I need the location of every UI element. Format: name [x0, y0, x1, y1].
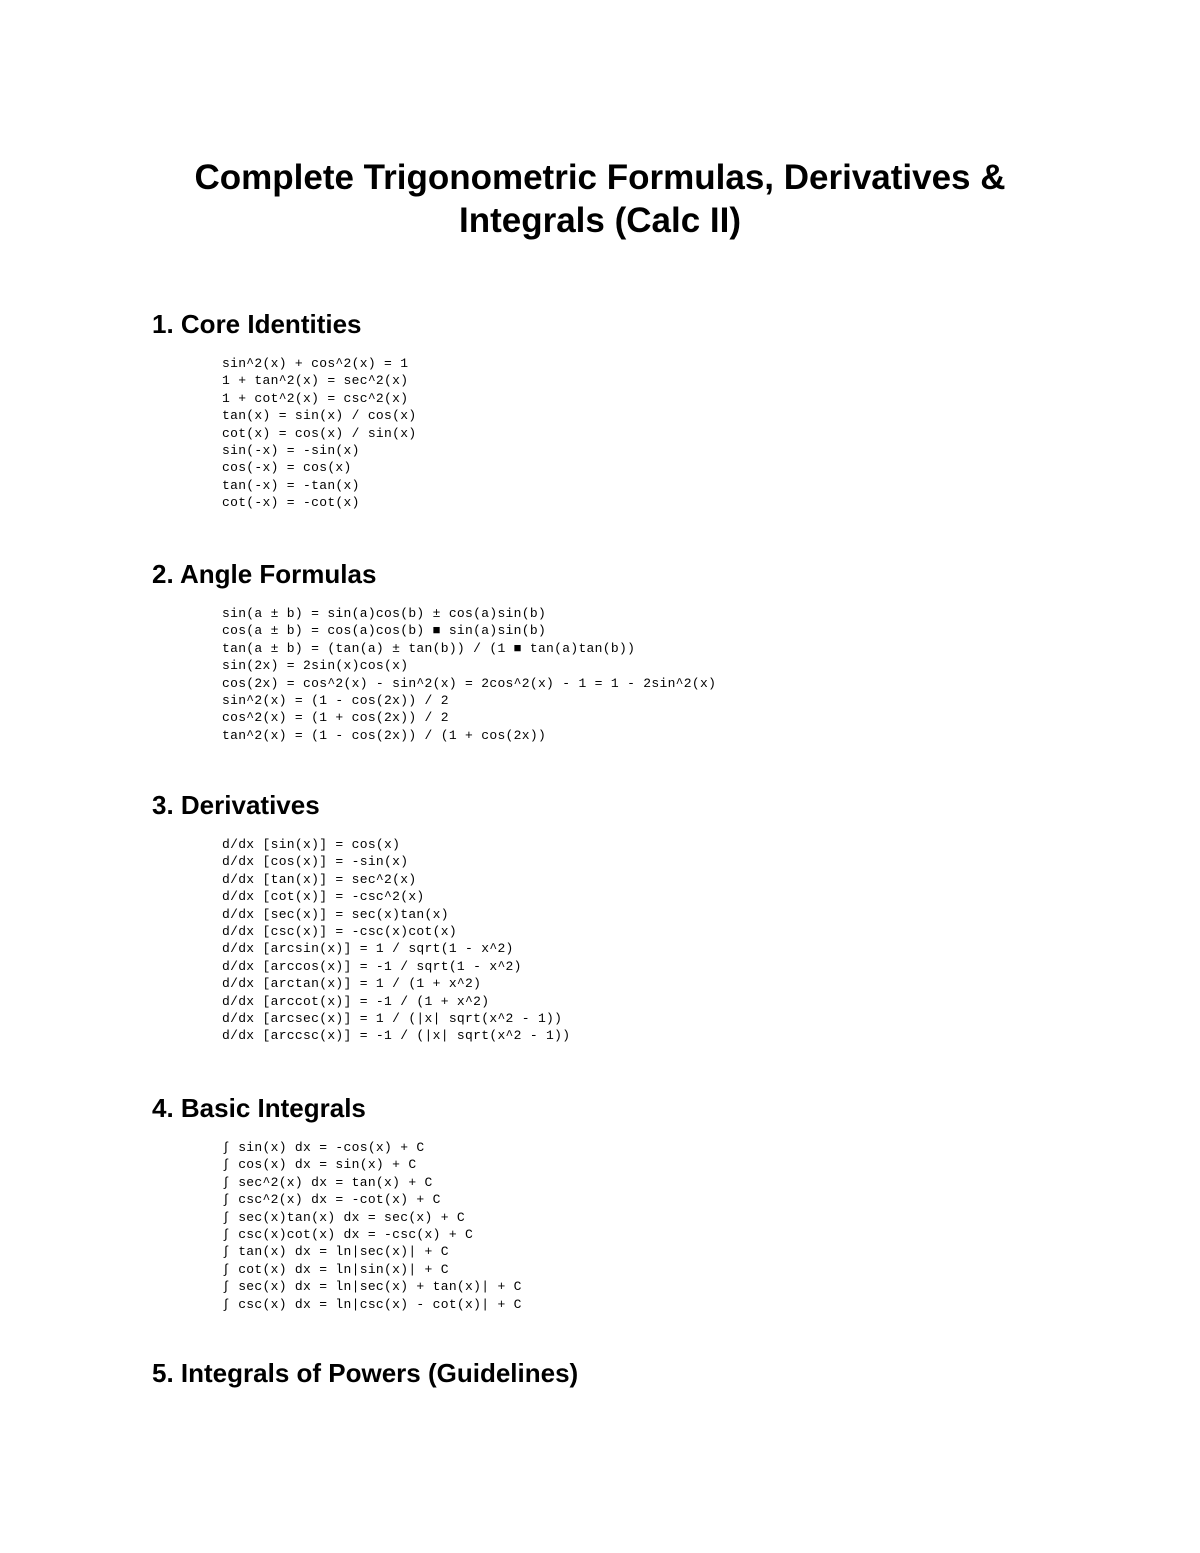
formula-line: ∫ sec(x) dx = ln|sec(x) + tan(x)| + C [222, 1279, 522, 1295]
formula-line: d/dx [tan(x)] = sec^2(x) [222, 871, 417, 887]
formula-line: ∫ csc^2(x) dx = -cot(x) + C [222, 1192, 441, 1208]
section-heading-core-identities: 1. Core Identities [152, 309, 362, 339]
formula-line: ∫ sin(x) dx = -cos(x) + C [222, 1140, 425, 1155]
formula-line: d/dx [cos(x)] = -sin(x) [222, 854, 409, 870]
formula-line: sin(-x) = -sin(x) [222, 442, 360, 458]
formula-line: 1 + cot^2(x) = csc^2(x) [222, 390, 409, 406]
formula-line: 1 + tan^2(x) = sec^2(x) [222, 373, 409, 389]
formula-line: d/dx [arcsin(x)] = 1 / sqrt(1 - x^2) [222, 941, 514, 957]
document-title [100, 156, 1100, 242]
formula-line: d/dx [arccsc(x)] = -1 / (|x| sqrt(x^2 - 1)) [222, 1028, 571, 1044]
section-heading-basic-integrals: 4. Basic Integrals [152, 1093, 366, 1123]
formula-line: ∫ csc(x) dx = ln|csc(x) - cot(x)| + C [222, 1296, 522, 1312]
formula-line: d/dx [csc(x)] = -csc(x)cot(x) [222, 923, 457, 939]
title-line-2: Integrals (Calc II) [458, 201, 742, 240]
formula-line: tan(x) = sin(x) / cos(x) [222, 408, 417, 424]
formula-line: d/dx [arccot(x)] = -1 / (1 + x^2) [222, 993, 490, 1009]
formula-line: d/dx [arccos(x)] = -1 / sqrt(1 - x^2) [222, 958, 522, 974]
formula-line: tan^2(x) = (1 - cos(2x)) / (1 + cos(2x)) [222, 727, 547, 743]
formula-line: d/dx [arctan(x)] = 1 / (1 + x^2) [222, 976, 482, 992]
formula-line: ∫ csc(x)cot(x) dx = -csc(x) + C [222, 1226, 474, 1242]
formula-line: tan(-x) = -tan(x) [222, 477, 360, 493]
formula-line: d/dx [arcsec(x)] = 1 / (|x| sqrt(x^2 - 1)) [222, 1010, 563, 1026]
formula-line: cot(-x) = -cot(x) [222, 495, 360, 511]
formula-line: cos(2x) = cos^2(x) - sin^2(x) = 2cos^2(x) - 1 = 1 - 2sin^2(x) [222, 675, 717, 691]
formula-line: ∫ cot(x) dx = ln|sin(x)| + C [222, 1261, 449, 1277]
formula-line: cos^2(x) = (1 + cos(2x)) / 2 [222, 710, 449, 726]
section-heading-angle-formulas: 2. Angle Formulas [152, 559, 377, 589]
formula-line: ∫ sec^2(x) dx = tan(x) + C [222, 1174, 433, 1190]
formula-line: sin^2(x) + cos^2(x) = 1 [222, 356, 409, 371]
formula-line: sin(2x) = 2sin(x)cos(x) [222, 658, 409, 674]
formula-line: ∫ tan(x) dx = ln|sec(x)| + C [222, 1244, 449, 1260]
formula-list-core-identities [222, 355, 416, 512]
title-line-1: Complete Trigonometric Formulas, Derivatives & [194, 158, 1006, 197]
formula-line: d/dx [sec(x)] = sec(x)tan(x) [222, 906, 449, 922]
section-heading-derivatives: 3. Derivatives [152, 790, 320, 820]
formula-line: ∫ sec(x)tan(x) dx = sec(x) + C [222, 1209, 466, 1225]
formula-list-angle-formulas [222, 605, 716, 744]
formula-line: tan(a ± b) = (tan(a) ± tan(b)) / (1 ■ tan(a)tan(b)) [222, 640, 636, 656]
formula-line: d/dx [cot(x)] = -csc^2(x) [222, 889, 425, 905]
formula-list-derivatives [222, 836, 570, 1045]
section-heading-integrals-of-powers: 5. Integrals of Powers (Guidelines) [152, 1358, 579, 1388]
formula-line: cot(x) = cos(x) / sin(x) [222, 425, 417, 441]
formula-line: ∫ cos(x) dx = sin(x) + C [222, 1157, 417, 1173]
formula-line: sin^2(x) = (1 - cos(2x)) / 2 [222, 692, 449, 708]
formula-list-basic-integrals [222, 1139, 522, 1313]
formula-line: cos(-x) = cos(x) [222, 460, 352, 476]
formula-line: cos(a ± b) = cos(a)cos(b) ■ sin(a)sin(b) [222, 623, 547, 639]
formula-line: d/dx [sin(x)] = cos(x) [222, 837, 401, 852]
formula-line: sin(a ± b) = sin(a)cos(b) ± cos(a)sin(b) [222, 606, 547, 621]
